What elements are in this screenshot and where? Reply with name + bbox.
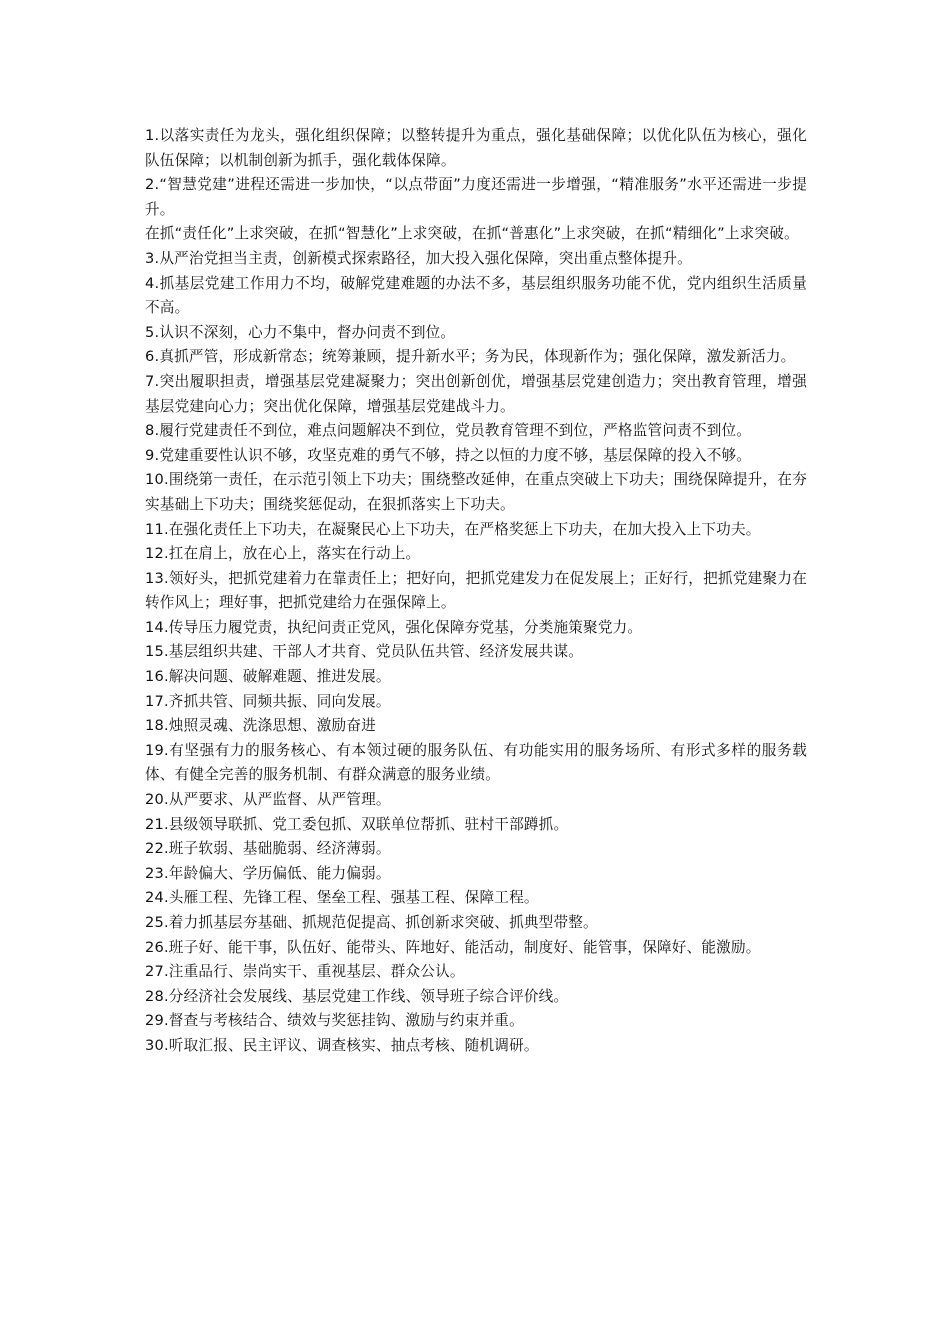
paragraph-21: 21.县级领导联抓、党工委包抓、双联单位帮抓、驻村干部蹲抓。 (145, 815, 569, 833)
paragraph-12: 12.扛在肩上，放在心上，落实在行动上。 (145, 545, 421, 563)
paragraph-23: 23.年龄偏大、学历偏低、能力偏弱。 (145, 864, 391, 882)
paragraph-9: 9.党建重要性认识不够，攻坚克难的勇气不够，持之以恒的力度不够，基层保障的投入不够。 (145, 446, 752, 464)
paragraph-4: 4.抓基层党建工作用力不均，破解党建难题的办法不多，基层组织服务功能不优，党内组织生活质量不高。 (145, 274, 807, 317)
paragraph-11: 11.在强化责任上下功夫，在凝聚民心上下功夫，在严格奖惩上下功夫，在加大投入上下功夫。 (145, 520, 761, 538)
paragraph-7: 7.突出履职担责，增强基层党建凝聚力；突出创新创优，增强基层党建创造力；突出教育管理，增强基层党建向心力；突出优化保障，增强基层党建战斗力。 (145, 372, 807, 415)
paragraph-19: 19.有坚强有力的服务核心、有本领过硬的服务队伍、有功能实用的服务场所、有形式多样的服务载体、有健全完善的服务机制、有群众满意的服务业绩。 (145, 741, 807, 784)
paragraph-14: 14.传导压力履党责，执纪问责正党风，强化保障夯党基，分类施策聚党力。 (145, 618, 643, 636)
paragraph-5: 5.认识不深刻，心力不集中，督办问责不到位。 (145, 323, 456, 341)
paragraph-13: 13.领好头，把抓党建着力在靠责任上；把好向，把抓党建发力在促发展上；正好行，把抓党建聚力在转作风上；理好事，把抓党建给力在强保障上。 (145, 569, 807, 612)
paragraph-29: 29.督查与考核结合、绩效与奖惩挂钩、激励与约束并重。 (145, 1012, 524, 1030)
paragraph-3: 3.从严治党担当主责，创新模式探索路径，加大投入强化保障，突出重点整体提升。 (145, 249, 692, 267)
paragraph-2: 2.“智慧党建”进程还需进一步加快，“以点带面”力度还需进一步增强，“精准服务”水平还需进一步提升。 (145, 176, 807, 218)
paragraph-16: 16.解决问题、破解难题、推进发展。 (145, 668, 391, 686)
document-body (145, 124, 807, 1059)
paragraph-27: 27.注重品行、崇尚实干、重视基层、群众公认。 (145, 963, 465, 981)
paragraph-17: 17.齐抓共管、同频共振、同向发展。 (145, 692, 391, 710)
paragraph-8: 8.履行党建责任不到位，难点问题解决不到位，党员教育管理不到位，严格监管问责不到位。 (145, 422, 752, 440)
paragraph-22: 22.班子软弱、基础脆弱、经济薄弱。 (145, 840, 391, 858)
paragraph-24: 24.头雁工程、先锋工程、堡垒工程、强基工程、保障工程。 (145, 889, 539, 907)
paragraph-15: 15.基层组织共建、干部人才共育、党员队伍共管、经济发展共谋。 (145, 643, 584, 661)
paragraph-26: 26.班子好、能干事，队伍好、能带头、阵地好、能活动，制度好、能管事，保障好、能激励。 (145, 938, 761, 956)
paragraph-10: 10.围绕第一责任，在示范引领上下功夫；围绕整改延伸，在重点突破上下功夫；围绕保障提升，在夯实基础上下功夫；围绕奖惩促动，在狠抓落实上下功夫。 (145, 471, 807, 513)
paragraph-30: 30.听取汇报、民主评议、调查核实、抽点考核、随机调研。 (145, 1036, 539, 1054)
paragraph-20: 20.从严要求、从严监督、从严管理。 (145, 791, 391, 809)
paragraph-28: 28.分经济社会发展线、基层党建工作线、领导班子综合评价线。 (145, 987, 569, 1005)
paragraph-25: 25.着力抓基层夯基础、抓规范促提高、抓创新求突破、抓典型带整。 (145, 914, 598, 931)
paragraph-2-continued: 在抓“责任化”上求突破，在抓“智慧化”上求突破，在抓“普惠化”上求突破，在抓“精细化”上求突破。 (145, 225, 799, 243)
paragraph-6: 6.真抓严管，形成新常态；统筹兼顾，提升新水平；务为民，体现新作为；强化保障，激发新活力。 (145, 348, 796, 366)
paragraph-18: 18.烛照灵魂、洗涤思想、激励奋进 (145, 717, 376, 735)
paragraph-1: 1.以落实责任为龙头，强化组织保障；以整转提升为重点，强化基础保障；以优化队伍为核心，强化队伍保障；以机制创新为抓手，强化载体保障。 (145, 127, 807, 169)
